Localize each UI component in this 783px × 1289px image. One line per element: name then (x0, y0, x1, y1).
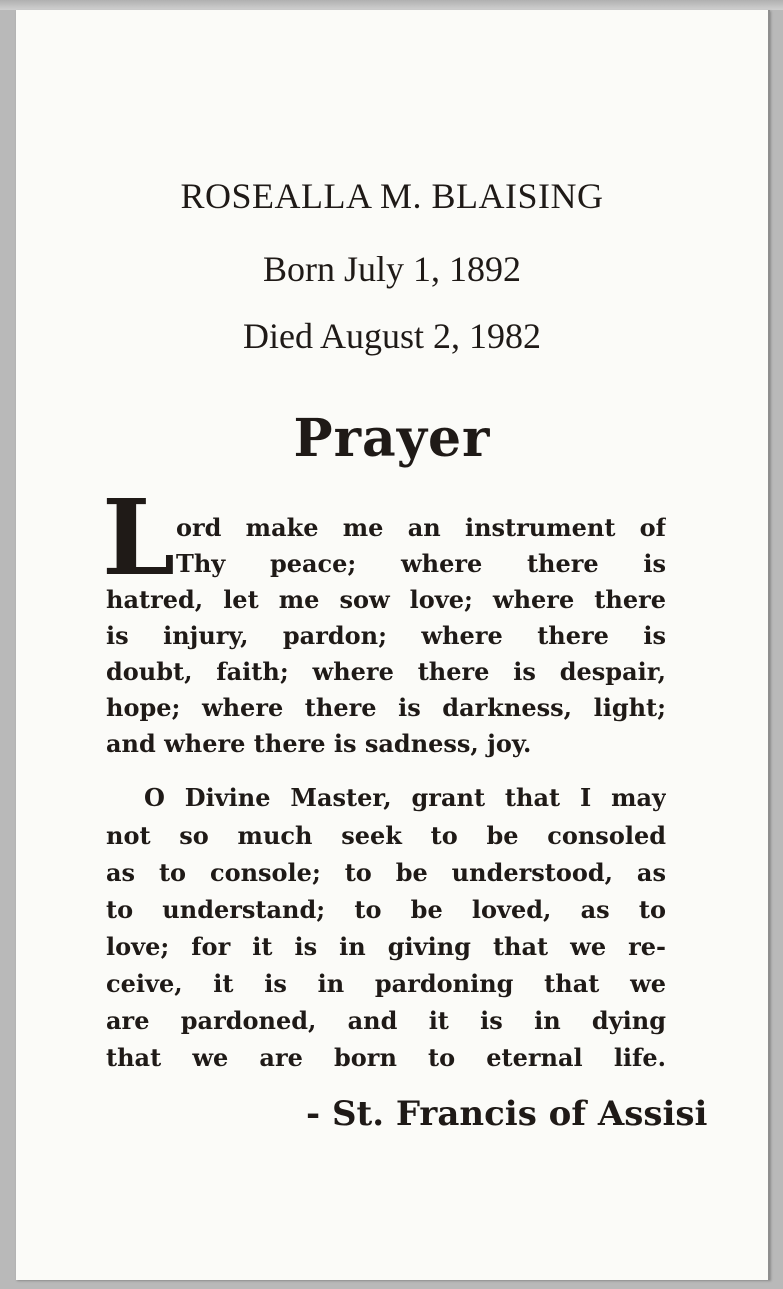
deceased-name: ROSEALLA M. BLAISING (180, 176, 604, 216)
attribution: - St. Francis of Assisi (306, 1094, 708, 1134)
prayer-line: Thy peace; where there is (176, 549, 666, 578)
prayer-line: not so much seek to be consoled (106, 821, 666, 850)
prayer-line: O Divine Master, grant that I may (144, 783, 666, 812)
drop-cap: L (102, 476, 176, 599)
prayer-line: and where there is sadness, joy. (106, 729, 532, 758)
prayer-line: that we are born to eternal life. (106, 1043, 666, 1072)
prayer-line: to understand; to be loved, as to (106, 895, 666, 924)
prayer-line: hatred, let me sow love; where there (106, 585, 666, 614)
prayer-line: are pardoned, and it is in dying (106, 1006, 666, 1035)
prayer-line: doubt, faith; where there is despair, (106, 657, 666, 686)
memorial-prayer-card (16, 10, 770, 1280)
prayer-line: is injury, pardon; where there is (106, 621, 666, 650)
prayer-line: as to console; to be understood, as (106, 858, 666, 887)
prayer-line: love; for it is in giving that we re- (106, 932, 666, 961)
death-date: Died August 2, 1982 (242, 316, 541, 356)
prayer-line: hope; where there is darkness, light; (106, 693, 666, 722)
prayer-line: ord make me an instrument of (176, 513, 666, 542)
birth-date: Born July 1, 1892 (262, 249, 521, 289)
prayer-title: Prayer (293, 408, 491, 469)
scan-edge (0, 0, 783, 10)
prayer-line: ceive, it is in pardoning that we (106, 969, 666, 998)
